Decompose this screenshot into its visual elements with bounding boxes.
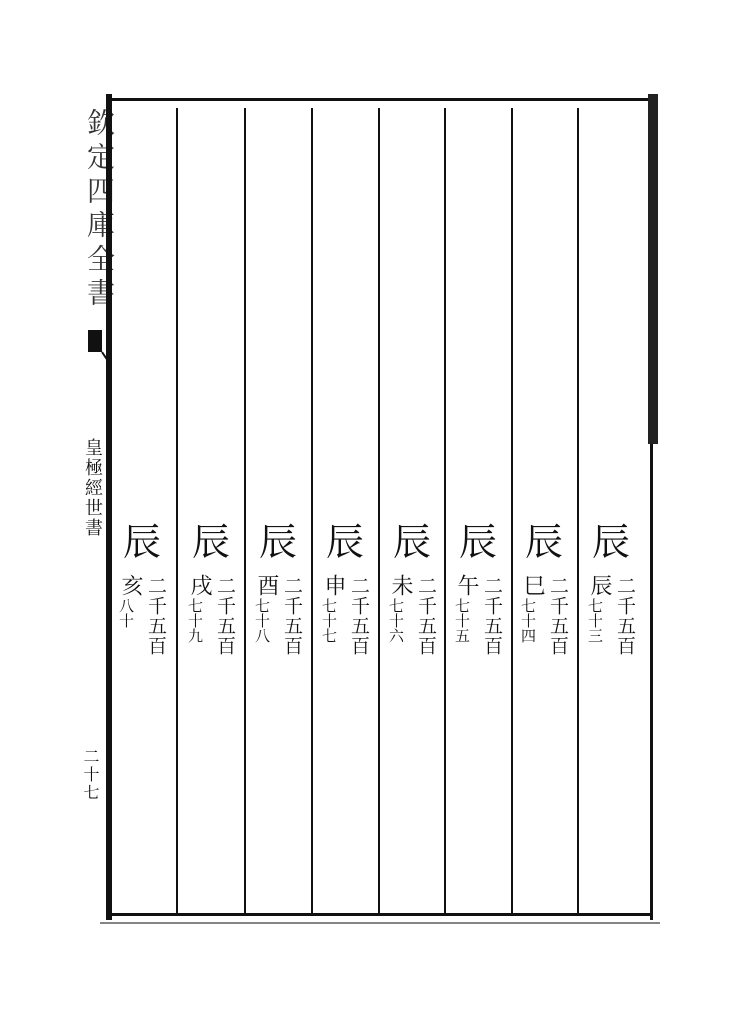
entry-head: 辰 [592,520,631,564]
entry-branch: 辰 [587,574,612,596]
entry-column [318,520,380,720]
entry-head: 辰 [259,520,298,564]
column-divider [311,108,313,914]
entry-number-sub: 八十 [117,598,135,628]
column-divider [378,108,380,914]
entry-head: 辰 [123,520,162,564]
entry-number-main: 二千五百 [281,576,303,656]
column-divider [577,108,579,914]
column-divider [511,108,513,914]
entry-column [184,520,246,720]
entry-column [451,520,513,720]
entry-head: 辰 [326,520,365,564]
entry-column [251,520,313,720]
frame-right-border-thick [648,94,658,444]
entry-number-sub: 七十七 [320,598,338,643]
entry-column [385,520,447,720]
entry-head: 辰 [393,520,432,564]
bottom-rule [100,922,660,924]
entry-branch: 巳 [520,574,545,596]
entry-branch: 申 [321,574,346,596]
margin-strip [75,98,116,918]
entry-number-sub: 七十三 [586,598,604,643]
entry-number-main: 二千五百 [614,576,636,656]
column-divider [244,108,246,914]
entry-number-sub: 七十九 [186,598,204,643]
column-divider [176,108,178,914]
margin-page-number: 二十七 [81,748,100,802]
entry-branch: 未 [388,574,413,596]
entry-number-main: 二千五百 [145,576,167,656]
entry-number-main: 二千五百 [214,576,236,656]
entry-number-main: 二千五百 [547,576,569,656]
entry-column [584,520,646,720]
entry-number-sub: 七十六 [387,598,405,643]
entry-number-sub: 七十五 [453,598,471,643]
entry-head: 辰 [525,520,564,564]
page-frame [110,98,650,916]
entry-number-sub: 七十四 [519,598,537,643]
entry-branch: 午 [454,574,479,596]
fish-tail-mark-icon [88,330,110,366]
entry-branch: 戌 [187,574,212,596]
entry-head: 辰 [459,520,498,564]
column-divider [444,108,446,914]
margin-title: 欽定四庫全書 [83,108,116,312]
entry-branch: 亥 [118,574,143,596]
entry-number-main: 二千五百 [481,576,503,656]
entry-branch: 酉 [254,574,279,596]
frame-right-border [650,444,653,920]
margin-book-title: 皇極經世書 [82,438,103,538]
entry-column [115,520,177,720]
entry-number-sub: 七十八 [253,598,271,643]
entry-head: 辰 [192,520,231,564]
entry-number-main: 二千五百 [415,576,437,656]
entry-column [517,520,579,720]
entry-number-main: 二千五百 [348,576,370,656]
